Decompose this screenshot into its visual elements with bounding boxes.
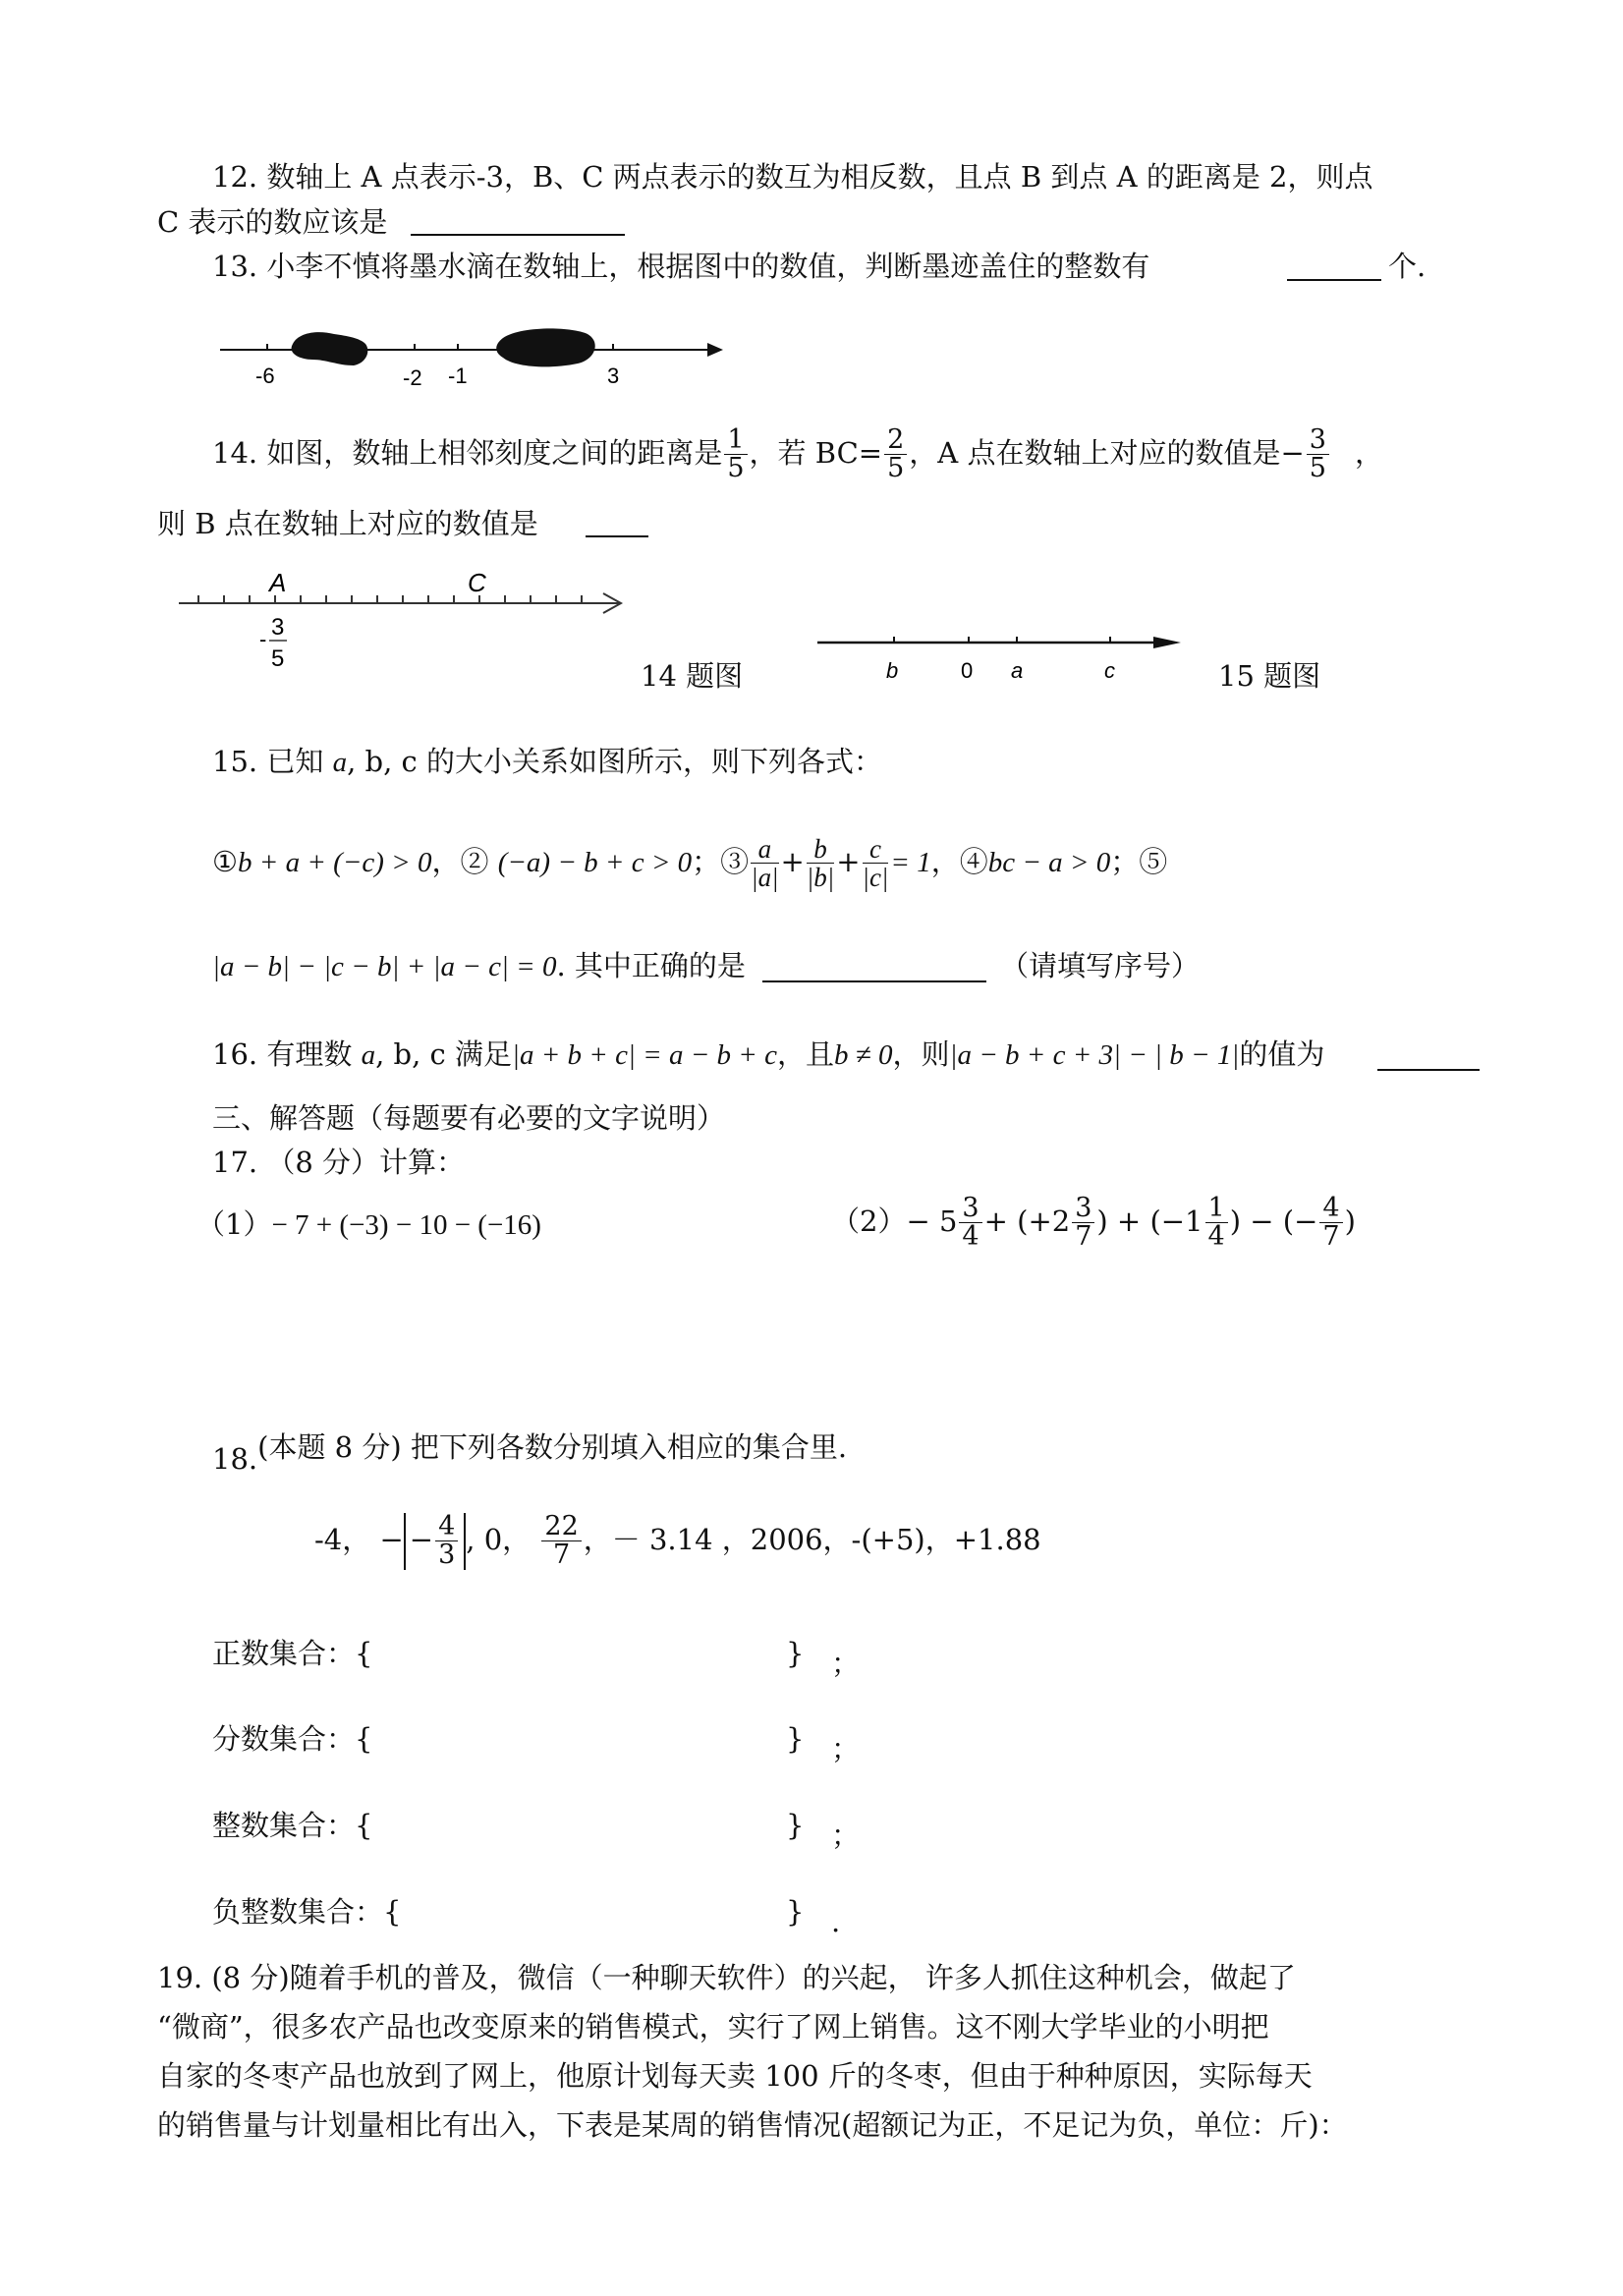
q15-frac-b: $\frac{b}{|b|}$ xyxy=(806,834,835,893)
set-positive-input[interactable] xyxy=(393,1631,776,1674)
q17-part2: （2）− 5 $\frac{3}{4}$ + (+2 $\frac{3}{7}$ ) + (−1 $\frac{1}{4}$ ) − (− $\frac{4}{7}$ ) xyxy=(831,1193,1356,1253)
set-positive-punct: ； xyxy=(831,1647,861,1680)
q12-line2: C 表示的数应该是 xyxy=(157,205,388,239)
q15-fig-caption: 15 题图 xyxy=(1218,659,1321,693)
q14-line2: 则 B 点在数轴上对应的数值是 xyxy=(157,507,538,540)
q14-fig-sign: - xyxy=(259,627,267,651)
q14-prefix: 14. 如图，数轴上相邻刻度之间的距离是 xyxy=(212,435,723,470)
q15-hint: （请填写序号） xyxy=(1000,949,1201,982)
q17-title: 17. （8 分）计算： xyxy=(212,1146,466,1179)
q18-title: 18.(本题 8 分) 把下列各数分别填入相应的集合里. xyxy=(212,1430,848,1476)
q13-number-line-figure xyxy=(216,324,727,393)
axis-label: -6 xyxy=(255,364,275,388)
set-negative-integer-close: } xyxy=(786,1895,805,1929)
axis-label: 3 xyxy=(607,364,620,388)
q15-number-line-figure xyxy=(815,629,1189,688)
ink-blot-left xyxy=(292,332,368,365)
ink-blot-right xyxy=(496,328,595,366)
q19-line1: 19. (8 分)随着手机的普及，微信（一种聊天软件）的兴起， 许多人抓住这种机会，做起了 xyxy=(157,1961,1296,1994)
q15-axis-label: a xyxy=(1011,658,1024,683)
set-fraction-input[interactable] xyxy=(393,1716,776,1760)
q16-condition: |a + b + c| = a − b + c xyxy=(511,1039,778,1071)
set-negative-integer-label: 负整数集合：{ xyxy=(212,1895,402,1929)
q14-ticks xyxy=(198,595,582,603)
q15-expr-2: (−a) − b + c > 0 xyxy=(497,846,693,878)
set-fraction-punct: ； xyxy=(831,1732,861,1765)
q14-fig-den: 5 xyxy=(271,645,285,672)
q13-answer-blank[interactable] xyxy=(1287,246,1381,281)
axis-label: -2 xyxy=(403,365,422,390)
q15-line3: |a − b| − |c − b| + |a − c| = 0. 其中正确的是 xyxy=(212,949,746,982)
q15-line1: 15. 已知 a, b, c 的大小关系如图所示，则下列各式： xyxy=(212,745,882,778)
q13-text: 13. 小李不慎将墨水滴在数轴上，根据图中的数值，判断墨迹盖住的整数有 xyxy=(212,250,1150,283)
q15-expr-1: b + a + (−c) > 0 xyxy=(238,846,432,878)
q14-point-a-label: A xyxy=(269,568,287,597)
q19-line2: “微商”，很多农产品也改变原来的销售模式，实行了网上销售。这不刚大学毕业的小明把 xyxy=(157,2010,1269,2044)
q16-expression: |a − b + c + 3| − | b − 1| xyxy=(949,1039,1240,1071)
q18-numbers: -4， − − $\frac{4}{3}$ , 0， $\frac{22}{7}$ ，－ 3.14 ，2006，-(+5)，+1.88 xyxy=(314,1511,1041,1571)
q12-answer-blank[interactable] xyxy=(411,200,625,236)
axis-label: -1 xyxy=(448,364,468,388)
q15-answer-blank[interactable] xyxy=(762,945,986,982)
q14-answer-blank[interactable] xyxy=(586,502,648,537)
q14-mid1: ，若 BC= xyxy=(749,435,883,470)
q13-suffix: 个. xyxy=(1388,250,1427,283)
q16-answer-blank[interactable] xyxy=(1377,1034,1480,1071)
set-positive-label: 正数集合：{ xyxy=(212,1637,373,1670)
set-negative-integer-input[interactable] xyxy=(422,1889,776,1932)
q15-line2: ①b + a + (−c) > 0，② (−a) − b + c > 0；③ $\frac{a}{|a|}$ + $\frac{b}{|b|}$ + $\frac{c}{|c|}$ = 1，④bc − a > 0；⑤ xyxy=(212,834,1168,893)
set-integer-punct: ； xyxy=(831,1819,861,1852)
q14-mid2: ，A 点在数轴上对应的数值是 xyxy=(909,435,1281,470)
q12-line1: 12. 数轴上 A 点表示-3，B、C 两点表示的数互为相反数，且点 B 到点 A 的距离是 2，则点 xyxy=(212,160,1373,194)
set-integer-input[interactable] xyxy=(393,1803,776,1846)
q15-axis-label: b xyxy=(886,658,899,683)
q14-frac-2: $\frac{2}{5}$ xyxy=(884,426,907,483)
q15-frac-a: $\frac{a}{|a|}$ xyxy=(751,834,779,893)
set-integer-label: 整数集合：{ xyxy=(212,1809,373,1842)
q16-line: 16. 有理数 a, b, c 满足|a + b + c| = a − b + c，且b ≠ 0，则|a − b + c + 3| − | b − 1|的值为 xyxy=(212,1037,1325,1071)
q14-frac-3: $\frac{3}{5}$ xyxy=(1307,426,1329,483)
set-positive-close: } xyxy=(786,1637,805,1670)
q14-fig-caption: 14 题图 xyxy=(641,659,744,693)
set-negative-integer-punct: . xyxy=(831,1905,841,1938)
section-3-heading: 三、解答题（每题要有必要的文字说明） xyxy=(212,1101,726,1135)
q14-frac-1: $\frac{1}{5}$ xyxy=(724,426,747,483)
q19-line3: 自家的冬枣产品也放到了网上，他原计划每天卖 100 斤的冬枣，但由于种种原因，实际每天 xyxy=(157,2059,1313,2093)
q14-neg-sign: − xyxy=(1280,435,1305,470)
set-integer-close: } xyxy=(786,1809,805,1842)
q15-expr-4: bc − a > 0 xyxy=(987,846,1111,878)
q15-axis-label: c xyxy=(1104,658,1115,683)
q14-end: ， xyxy=(1354,435,1383,470)
q15-frac-c: $\frac{c}{|c|}$ xyxy=(862,834,889,893)
q15-expr-5: |a − b| − |c − b| + |a − c| = 0 xyxy=(212,951,557,982)
q19-line4: 的销售量与计划量相比有出入，下表是某周的销售情况(超额记为正，不足记为负，单位：斤)： xyxy=(157,2108,1348,2142)
set-fraction-close: } xyxy=(786,1722,805,1756)
q14-number-line-figure xyxy=(175,568,646,686)
q14-point-c-label: C xyxy=(468,568,486,597)
q15-var-a: a xyxy=(332,747,348,778)
q14-line1 xyxy=(212,426,1383,483)
q17-part1: （1）− 7 + (−3) − 10 − (−16) xyxy=(196,1207,541,1241)
set-fraction-label: 分数集合：{ xyxy=(212,1722,373,1756)
q15-axis-label: 0 xyxy=(961,658,974,683)
q14-fig-num: 3 xyxy=(271,614,285,641)
